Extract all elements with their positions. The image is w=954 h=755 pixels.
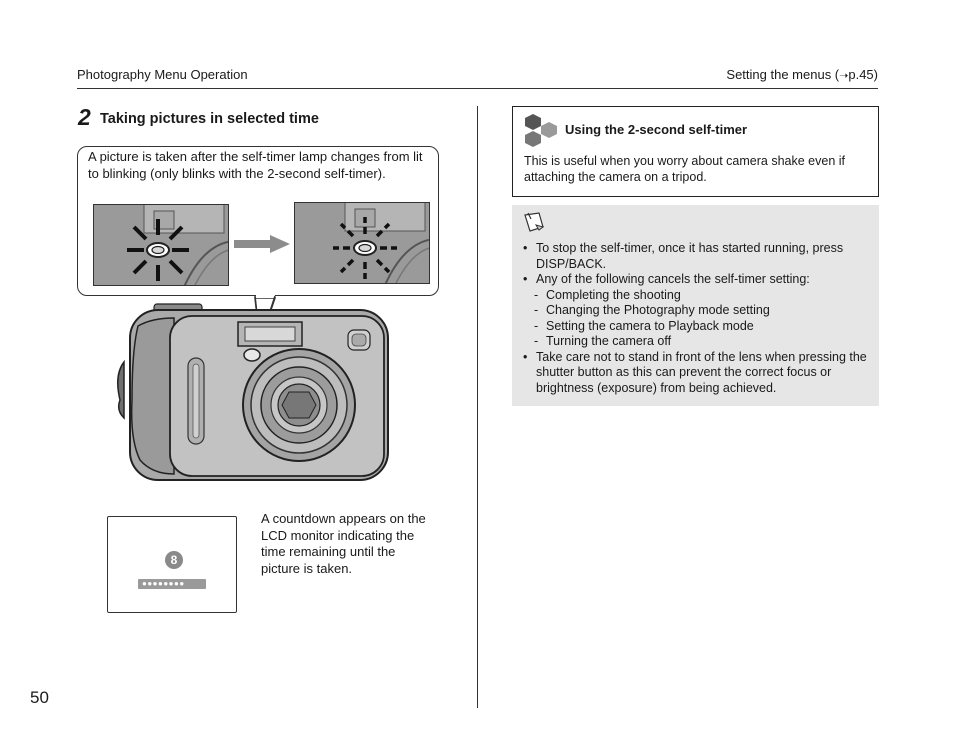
memo-subitem: - Changing the Photography mode setting: [534, 303, 770, 317]
lamp-lit-illustration: [94, 205, 229, 286]
memo-subitem-text: Turning the camera off: [546, 334, 672, 348]
step-title: Taking pictures in selected time: [100, 111, 319, 127]
arrow-right-icon: [234, 235, 290, 253]
countdown-dots: ●●●●●●●●: [142, 579, 185, 588]
memo-subitem-text: Changing the Photography mode setting: [546, 303, 770, 317]
lamp-lit-photo: [93, 204, 229, 286]
tip-body: This is useful when you worry about camera shake even if attaching the camera on a tripod.: [524, 154, 845, 184]
memo-note-icon: [522, 211, 546, 233]
reference-suffix: p.45): [848, 67, 878, 82]
reference-prefix: Setting the menus (: [726, 67, 840, 82]
memo-subitem: - Setting the camera to Playback mode: [534, 318, 754, 333]
page-arrow-icon: ➝: [839, 70, 849, 82]
lamp-blinking-photo: [294, 202, 430, 284]
running-header-title: Photography Menu Operation: [77, 67, 248, 82]
memo-subitem-text: Setting the camera to Playback mode: [546, 318, 754, 333]
memo-item: • To stop the self-timer, once it has started running, press DISP/BACK.: [522, 241, 870, 272]
tip-title: Using the 2-second self-timer: [565, 122, 748, 137]
camera-illustration: [112, 300, 392, 484]
memo-subitem-text: Completing the shooting: [546, 287, 681, 302]
memo-subitem: - Completing the shooting: [534, 287, 681, 302]
memo-item: • Take care not to stand in front of the lens when pressing the shutter button as this can prevent the correct focus or brightness (exposure) from being achieved.: [522, 350, 870, 397]
memo-list: [522, 241, 870, 396]
countdown-description: A countdown appears on the LCD monitor indicating the time remaining until the picture is taken.: [261, 511, 426, 576]
step-number: 2: [78, 104, 91, 130]
callout-text: A picture is taken after the self-timer lamp changes from lit to blinking (only blinks with the 2-second self-timer).: [88, 149, 423, 181]
page-number: 50: [30, 688, 49, 707]
countdown-number: 8: [165, 551, 183, 569]
memo-subitem: - Turning the camera off: [534, 334, 672, 348]
memo-item: • Any of the following cancels the self-timer setting:: [522, 272, 870, 288]
lamp-blinking-illustration: [295, 203, 430, 284]
hexagon-cluster-icon: [522, 113, 560, 149]
